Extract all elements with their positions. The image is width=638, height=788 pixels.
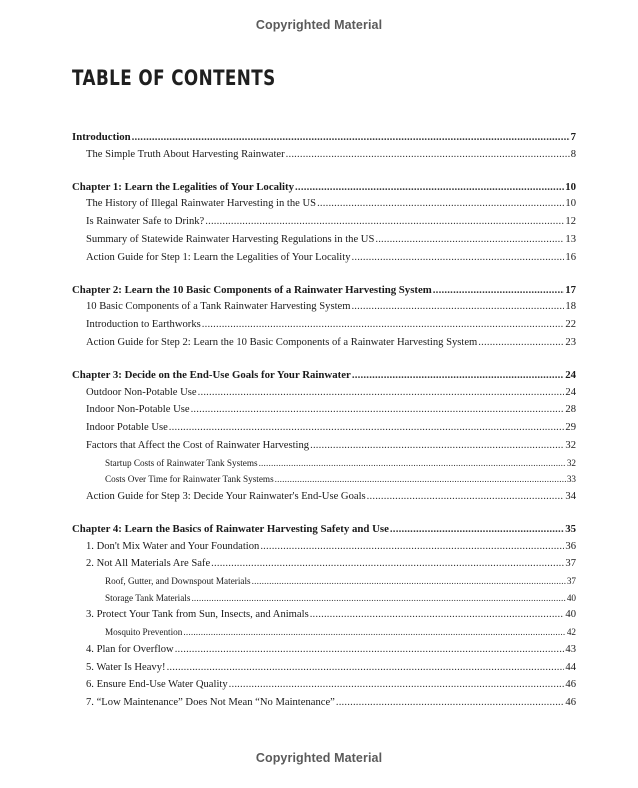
toc-page-number: 29 [565, 422, 576, 434]
toc-section-entry [72, 440, 576, 458]
table-of-contents [72, 131, 576, 729]
toc-page-number: 8 [570, 148, 576, 160]
toc-section-entry [72, 234, 576, 252]
copyright-footer: Copyrighted Material [255, 751, 383, 765]
toc-page-number: 34 [565, 490, 576, 502]
dot-leader [211, 558, 564, 569]
toc-entry-title: Indoor Potable Use [86, 422, 168, 434]
toc-section-entry [72, 644, 576, 662]
toc-page-number: 7 [570, 131, 576, 143]
toc-entry-title: Startup Costs of Rainwater Tank Systems [105, 457, 258, 468]
toc-section-entry [72, 301, 576, 319]
toc-section-entry [72, 216, 576, 234]
dot-leader [275, 474, 566, 484]
toc-page-number: 32 [565, 439, 576, 451]
toc-page-number: 36 [565, 540, 576, 552]
toc-subsection-entry [72, 627, 576, 644]
toc-page-number: 46 [565, 679, 576, 691]
toc-section-entry [72, 679, 576, 697]
dot-leader [175, 644, 565, 655]
toc-section-entry [72, 387, 576, 405]
toc-page-number: 37 [565, 558, 576, 570]
toc-page-number: 46 [565, 697, 576, 709]
toc-entry-title: Introduction to Earthworks [86, 319, 201, 331]
dot-leader [260, 541, 564, 552]
dot-leader [252, 576, 566, 586]
toc-subsection-entry [72, 593, 576, 610]
dot-leader [317, 198, 564, 209]
dot-leader [367, 491, 565, 502]
toc-chapter-heading [72, 131, 576, 149]
toc-chapter-heading [72, 181, 576, 199]
toc-entry-title: 7. “Low Maintenance” Does Not Mean “No Maintenance” [86, 697, 335, 709]
toc-page-number: 42 [566, 627, 576, 638]
dot-leader [191, 593, 565, 603]
toc-subsection-entry [72, 576, 576, 593]
toc-page-number: 13 [565, 233, 576, 245]
toc-page-number: 17 [565, 283, 576, 296]
copyright-header: Copyrighted Material [255, 18, 383, 32]
toc-page-number: 32 [566, 457, 576, 468]
toc-entry-title: Chapter 2: Learn the 10 Basic Components of a Rainwater Harvesting System [72, 283, 432, 296]
toc-page-number: 35 [565, 522, 576, 535]
toc-section-entry [72, 149, 576, 167]
page-title: TABLE OF CONTENTS [72, 66, 276, 90]
toc-entry-title: Action Guide for Step 2: Learn the 10 Basic Components of a Rainwater Harvesting System [86, 336, 478, 348]
toc-entry-title: Factors that Affect the Cost of Rainwater Harvesting [86, 439, 310, 451]
toc-entry-title: Outdoor Non-Potable Use [86, 386, 197, 398]
toc-page-number: 23 [565, 336, 576, 348]
toc-page-number: 28 [565, 404, 576, 416]
toc-chapter [72, 369, 576, 509]
toc-page-number: 33 [566, 474, 576, 485]
toc-page-number: 44 [565, 661, 576, 673]
toc-section-entry [72, 422, 576, 440]
dot-leader [336, 697, 565, 708]
toc-entry-title: The Simple Truth About Harvesting Rainwater [86, 148, 285, 160]
toc-entry-title: Introduction [72, 131, 131, 143]
toc-entry-title: 4. Plan for Overflow [86, 643, 174, 655]
toc-page-number: 10 [565, 198, 576, 210]
toc-entry-title: 3. Protect Your Tank from Sun, Insects, and Animals [86, 609, 309, 621]
toc-entry-title: Is Rainwater Safe to Drink? [86, 216, 205, 228]
toc-chapter-heading [72, 369, 576, 387]
toc-section-entry [72, 491, 576, 509]
dot-leader [198, 387, 565, 398]
dot-leader [433, 284, 564, 296]
dot-leader [375, 234, 564, 245]
toc-page-number: 43 [565, 643, 576, 655]
toc-entry-title: Action Guide for Step 3: Decide Your Rainwater's End-Use Goals [86, 490, 366, 502]
toc-section-entry [72, 252, 576, 270]
toc-entry-title: Roof, Gutter, and Downspout Materials [105, 576, 251, 587]
toc-entry-title: Action Guide for Step 1: Learn the Legalities of Your Locality [86, 251, 351, 263]
toc-chapter [72, 181, 576, 270]
toc-chapter [72, 131, 576, 167]
toc-chapter [72, 523, 576, 715]
dot-leader [191, 404, 565, 415]
dot-leader [169, 422, 565, 433]
dot-leader [390, 523, 564, 535]
toc-page-number: 40 [565, 609, 576, 621]
dot-leader [259, 458, 566, 468]
dot-leader [183, 627, 565, 637]
toc-section-entry [72, 697, 576, 715]
toc-section-entry [72, 404, 576, 422]
toc-section-entry [72, 662, 576, 680]
toc-subsection-entry [72, 474, 576, 491]
toc-entry-title: Mosquito Prevention [105, 627, 183, 638]
toc-page-number: 18 [565, 301, 576, 313]
toc-entry-title: 2. Not All Materials Are Safe [86, 558, 211, 570]
toc-entry-title: Chapter 4: Learn the Basics of Rainwater Harvesting Safety and Use [72, 522, 389, 535]
toc-chapter-heading [72, 284, 576, 302]
toc-section-entry [72, 337, 576, 355]
toc-section-entry [72, 541, 576, 559]
toc-section-entry [72, 198, 576, 216]
dot-leader [478, 337, 564, 348]
dot-leader [286, 149, 570, 160]
dot-leader [310, 609, 565, 620]
toc-page-number: 37 [566, 576, 576, 587]
dot-leader [295, 181, 564, 193]
toc-page-number: 10 [565, 180, 576, 193]
dot-leader [352, 369, 564, 381]
toc-entry-title: Indoor Non-Potable Use [86, 404, 190, 416]
toc-page-number: 24 [565, 386, 576, 398]
toc-chapter-heading [72, 523, 576, 541]
toc-section-entry [72, 558, 576, 576]
toc-section-entry [72, 319, 576, 337]
toc-chapter [72, 284, 576, 355]
toc-entry-title: Costs Over Time for Rainwater Tank Systems [105, 474, 274, 485]
dot-leader [205, 216, 564, 227]
toc-subsection-entry [72, 458, 576, 475]
toc-entry-title: The History of Illegal Rainwater Harvesting in the US [86, 198, 317, 210]
dot-leader [202, 319, 565, 330]
dot-leader [229, 679, 565, 690]
toc-section-entry [72, 609, 576, 627]
dot-leader [167, 662, 565, 673]
dot-leader [132, 131, 570, 143]
toc-entry-title: Storage Tank Materials [105, 592, 191, 603]
toc-entry-title: 6. Ensure End-Use Water Quality [86, 679, 228, 691]
dot-leader [352, 252, 565, 263]
toc-entry-title: 5. Water Is Heavy! [86, 661, 166, 673]
toc-page-number: 40 [566, 592, 576, 603]
toc-entry-title: Chapter 1: Learn the Legalities of Your Locality [72, 180, 295, 193]
dot-leader [351, 301, 564, 312]
toc-page-number: 24 [565, 368, 576, 381]
toc-entry-title: Chapter 3: Decide on the End-Use Goals for Your Rainwater [72, 368, 351, 381]
toc-entry-title: 1. Don't Mix Water and Your Foundation [86, 540, 260, 552]
toc-page-number: 12 [565, 216, 576, 228]
toc-entry-title: 10 Basic Components of a Tank Rainwater Harvesting System [86, 301, 351, 313]
toc-entry-title: Summary of Statewide Rainwater Harvesting Regulations in the US [86, 233, 375, 245]
toc-page-number: 22 [565, 319, 576, 331]
dot-leader [310, 440, 564, 451]
toc-page-number: 16 [565, 251, 576, 263]
